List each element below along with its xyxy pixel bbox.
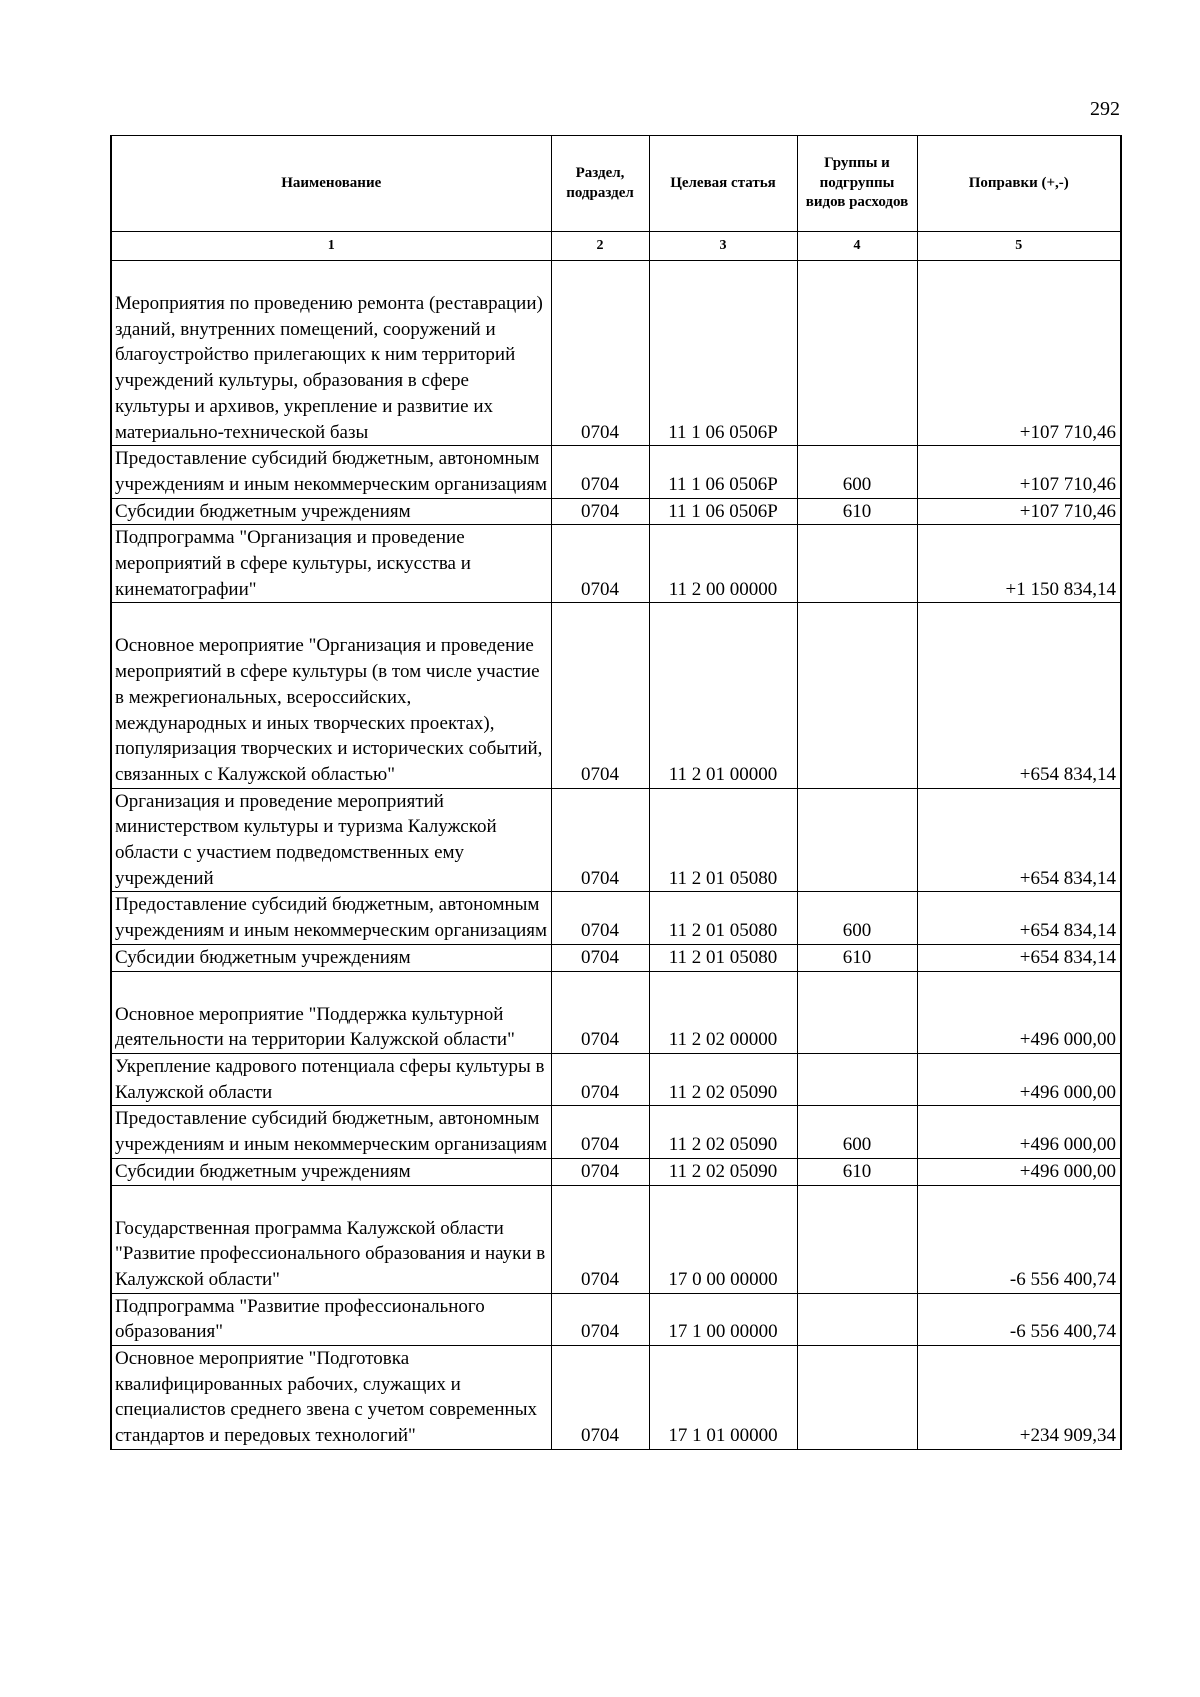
row-target: 17 1 01 00000 (649, 1346, 797, 1450)
header-section: Раздел, подраздел (551, 136, 649, 232)
row-section: 0704 (551, 892, 649, 944)
row-group: 600 (797, 1106, 917, 1158)
row-section: 0704 (551, 1106, 649, 1158)
row-section: 0704 (551, 788, 649, 892)
row-target: 11 2 02 05090 (649, 1106, 797, 1158)
row-target: 17 0 00 00000 (649, 1185, 797, 1293)
table-row (111, 603, 1121, 788)
table-row (111, 892, 1121, 944)
row-section: 0704 (551, 971, 649, 1053)
row-section: 0704 (551, 1185, 649, 1293)
row-name: Субсидии бюджетным учреждениям (111, 1158, 551, 1185)
column-number-row (111, 232, 1121, 261)
row-group: 610 (797, 944, 917, 971)
column-number: 2 (551, 232, 649, 261)
row-target: 11 1 06 0506Р (649, 498, 797, 525)
row-section: 0704 (551, 1053, 649, 1105)
row-target: 17 1 00 00000 (649, 1293, 797, 1345)
row-section: 0704 (551, 603, 649, 788)
row-amount: +496 000,00 (917, 971, 1121, 1053)
row-amount: +654 834,14 (917, 892, 1121, 944)
table-row (111, 1158, 1121, 1185)
row-name: Укрепление кадрового потенциала сферы культуры в Калужской области (111, 1053, 551, 1105)
row-target: 11 2 01 00000 (649, 603, 797, 788)
row-section: 0704 (551, 261, 649, 446)
table-row (111, 1053, 1121, 1105)
row-section: 0704 (551, 944, 649, 971)
row-target: 11 1 06 0506Р (649, 261, 797, 446)
row-target: 11 2 01 05080 (649, 788, 797, 892)
row-amount: +107 710,46 (917, 498, 1121, 525)
table-header-row (111, 136, 1121, 232)
row-name: Организация и проведение мероприятий министерством культуры и туризма Калужской области с участием подведомственных ему учреждений (111, 788, 551, 892)
row-amount: +107 710,46 (917, 261, 1121, 446)
row-amount: +1 150 834,14 (917, 525, 1121, 603)
row-group (797, 971, 917, 1053)
row-group (797, 1293, 917, 1345)
row-amount: +496 000,00 (917, 1053, 1121, 1105)
table-row (111, 498, 1121, 525)
row-name: Подпрограмма "Развитие профессионального образования" (111, 1293, 551, 1345)
table-row (111, 1106, 1121, 1158)
row-target: 11 2 02 05090 (649, 1053, 797, 1105)
table-row (111, 525, 1121, 603)
header-target: Целевая статья (649, 136, 797, 232)
row-name: Субсидии бюджетным учреждениям (111, 498, 551, 525)
row-target: 11 2 01 05080 (649, 944, 797, 971)
row-target: 11 2 01 05080 (649, 892, 797, 944)
row-group (797, 1185, 917, 1293)
row-amount: -6 556 400,74 (917, 1293, 1121, 1345)
column-number: 5 (917, 232, 1121, 261)
table-row (111, 971, 1121, 1053)
row-target: 11 1 06 0506Р (649, 446, 797, 498)
table-row (111, 1185, 1121, 1293)
header-group: Группы и подгруппы видов расходов (797, 136, 917, 232)
row-name: Подпрограмма "Организация и проведение мероприятий в сфере культуры, искусства и кинематографии" (111, 525, 551, 603)
row-amount: +234 909,34 (917, 1346, 1121, 1450)
row-section: 0704 (551, 1158, 649, 1185)
table-row (111, 1346, 1121, 1450)
header-name: Наименование (111, 136, 551, 232)
row-name: Основное мероприятие "Поддержка культурной деятельности на территории Калужской области" (111, 971, 551, 1053)
row-name: Основное мероприятие "Подготовка квалифицированных рабочих, служащих и специалистов среднего звена с учетом современных стандартов и передовых технологий" (111, 1346, 551, 1450)
table-row (111, 788, 1121, 892)
row-group (797, 261, 917, 446)
header-amount: Поправки (+,-) (917, 136, 1121, 232)
row-target: 11 2 02 00000 (649, 971, 797, 1053)
row-section: 0704 (551, 446, 649, 498)
row-amount: +654 834,14 (917, 944, 1121, 971)
column-number: 4 (797, 232, 917, 261)
row-group (797, 1053, 917, 1105)
row-group: 600 (797, 892, 917, 944)
row-name: Предоставление субсидий бюджетным, автономным учреждениям и иным некоммерческим организациям (111, 446, 551, 498)
row-group (797, 603, 917, 788)
row-name: Предоставление субсидий бюджетным, автономным учреждениям и иным некоммерческим организациям (111, 1106, 551, 1158)
column-number: 1 (111, 232, 551, 261)
row-group: 610 (797, 1158, 917, 1185)
row-name: Мероприятия по проведению ремонта (реставрации) зданий, внутренних помещений, сооружений и благоустройство прилегающих к ним территорий учреждений культуры, образования в сфере культуры и архивов, укрепление и развитие их материально-технической базы (111, 261, 551, 446)
row-amount: +654 834,14 (917, 788, 1121, 892)
budget-table (110, 135, 1122, 1450)
row-name: Субсидии бюджетным учреждениям (111, 944, 551, 971)
row-amount: +496 000,00 (917, 1158, 1121, 1185)
row-amount: +496 000,00 (917, 1106, 1121, 1158)
page-number: 292 (1090, 98, 1120, 120)
row-amount: +107 710,46 (917, 446, 1121, 498)
row-name: Предоставление субсидий бюджетным, автономным учреждениям и иным некоммерческим организациям (111, 892, 551, 944)
row-section: 0704 (551, 1293, 649, 1345)
row-name: Основное мероприятие "Организация и проведение мероприятий в сфере культуры (в том числе участие в межрегиональных, всероссийских, международных и иных творческих проектах), популяризация творческих и исторических событий, связанных с Калужской областью" (111, 603, 551, 788)
row-group (797, 525, 917, 603)
row-group (797, 788, 917, 892)
row-amount: +654 834,14 (917, 603, 1121, 788)
row-group: 610 (797, 498, 917, 525)
row-target: 11 2 02 05090 (649, 1158, 797, 1185)
column-number: 3 (649, 232, 797, 261)
row-target: 11 2 00 00000 (649, 525, 797, 603)
row-name: Государственная программа Калужской области "Развитие профессионального образования и науки в Калужской области" (111, 1185, 551, 1293)
row-amount: -6 556 400,74 (917, 1185, 1121, 1293)
row-group: 600 (797, 446, 917, 498)
table-row (111, 1293, 1121, 1345)
table-row (111, 261, 1121, 446)
table-row (111, 446, 1121, 498)
row-section: 0704 (551, 1346, 649, 1450)
table-row (111, 944, 1121, 971)
row-section: 0704 (551, 525, 649, 603)
row-section: 0704 (551, 498, 649, 525)
row-group (797, 1346, 917, 1450)
